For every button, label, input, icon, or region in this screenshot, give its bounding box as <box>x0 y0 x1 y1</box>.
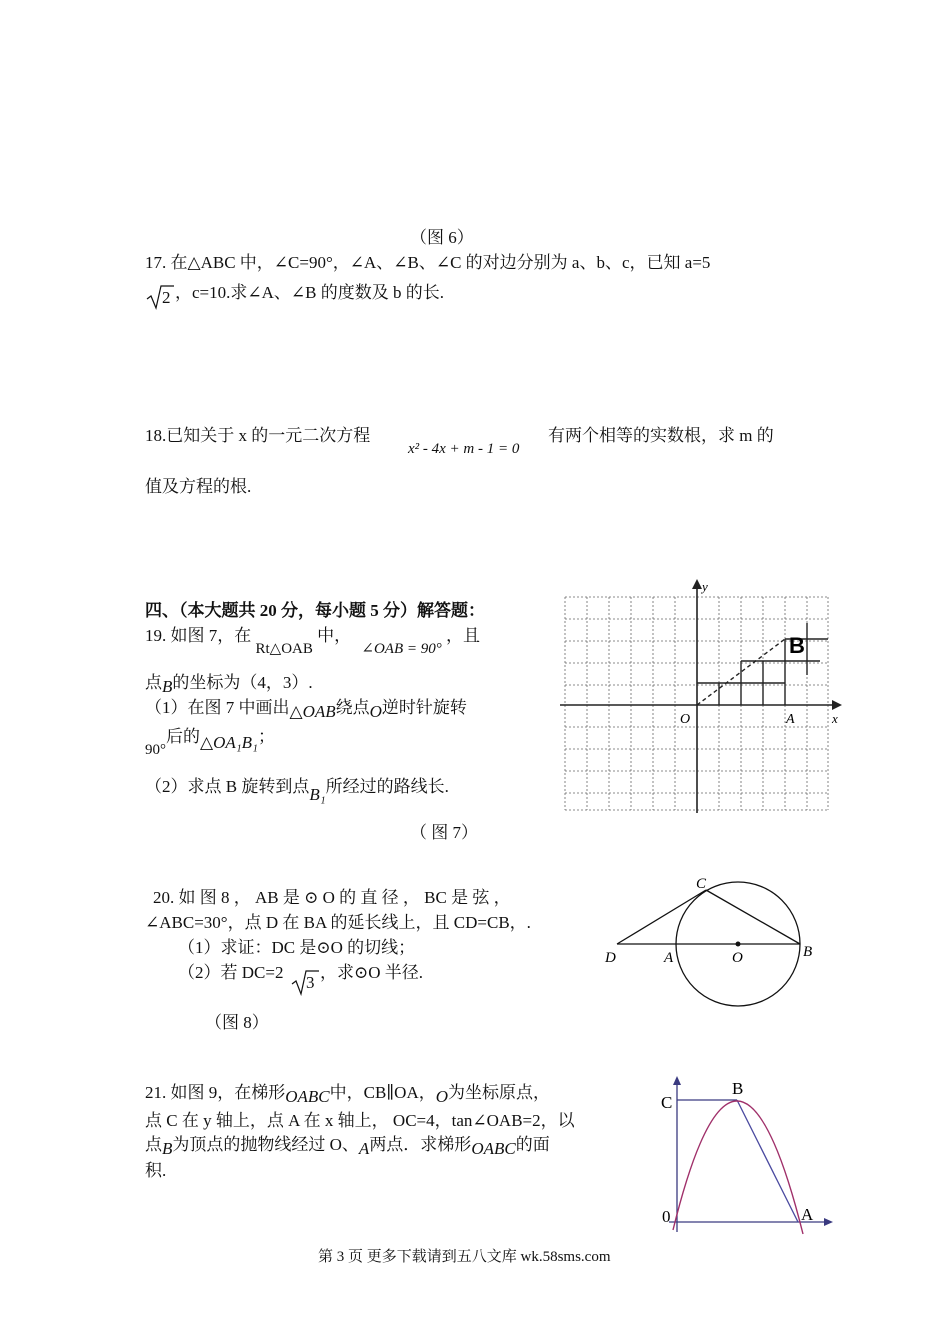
fig7-label-x: x <box>832 711 838 726</box>
q21-l3-e: 的面 <box>515 1135 550 1154</box>
q20-line3: （1）求证：DC 是⊙O 的切线； <box>178 938 416 957</box>
q18-prefix: 18.已知关于 x 的一元二次方程 <box>145 426 371 445</box>
q21-l3-oabc: OABC <box>471 1139 516 1158</box>
fig8-line-cb <box>706 890 800 944</box>
q19-line2 <box>145 672 313 694</box>
q19-l3-c: 逆时针旋转 <box>381 698 467 717</box>
q20-l4-sqrt: 3 <box>306 973 315 992</box>
q21-l3-a2: A <box>358 1139 370 1158</box>
fig9-label-b: B <box>732 1079 744 1098</box>
q21-line2: 点 C 在 y 轴上，点 A 在 x 轴上， OC=4，tan∠OAB=2，以 <box>145 1111 575 1130</box>
fig9-label-c: C <box>661 1093 673 1112</box>
q17-sqrt-value: 2 <box>162 288 171 307</box>
q21-l1-a: 21. 如图 9，在梯形 <box>145 1083 286 1102</box>
fig6-caption: （图 6） <box>410 228 474 247</box>
q21-l3-d: 两点．求梯形 <box>369 1135 472 1154</box>
q20-l4-a: （2）若 DC=2 <box>178 963 284 982</box>
section-heading: 四、（本大题共 20 分，每小题 5 分）解答题： <box>145 601 485 620</box>
q19-l1-a: 19. 如图 7，在 <box>145 626 252 645</box>
fig8-caption: （图 8） <box>205 1013 269 1032</box>
fig7-label-y: y <box>702 579 708 594</box>
fig7-label-a: A <box>786 712 795 727</box>
fig8-label-d: D <box>605 950 616 966</box>
fig7-label-o: O <box>680 712 691 727</box>
sqrt-symbol-icon <box>145 282 175 310</box>
q21-l3-c: 为顶点的抛物线经过 O、 <box>172 1135 359 1154</box>
fig8-line-dc <box>617 890 706 944</box>
q21-line1 <box>145 1082 550 1104</box>
fig8-label-c: C <box>696 876 707 892</box>
q19-l2-c: 的坐标为（4，3）. <box>172 673 313 692</box>
q19-l1-tri: Rt△OAB <box>255 641 313 657</box>
fig7-triangle <box>697 623 828 705</box>
q21-l1-oabc: OABC <box>285 1087 330 1106</box>
q19-l4-deg: 90° <box>145 742 166 758</box>
q19-l1-b: 中， <box>317 626 352 645</box>
fig7-caption: （ 图 7） <box>410 823 478 842</box>
q18-equation: x² - 4x + m - 1 = 0 <box>408 441 520 457</box>
fig9-label-a: A <box>801 1205 814 1224</box>
q20-line1: 20. 如 图 8 ， AB 是 ⊙ O 的 直 径 ， BC 是 弦 ， <box>153 888 511 907</box>
q19-l2-a: 点 <box>145 673 162 692</box>
q19-line3 <box>145 697 467 719</box>
q18-suffix: 有两个相等的实数根，求 m 的 <box>548 426 774 445</box>
q19-l3-tri: △OAB <box>289 702 336 721</box>
page-footer: 第 3 页 更多下载请到五八文库 wk.58sms.com <box>318 1249 611 1265</box>
q20-l4-b: ，求⊙O 半径. <box>320 963 424 982</box>
q21-l1-o: O <box>435 1087 449 1106</box>
q21-l3-b: B <box>162 1139 173 1158</box>
fig8-label-a: A <box>664 950 674 966</box>
q19-l3-b: 绕点 <box>335 698 370 717</box>
fig9-label-o: 0 <box>662 1207 671 1226</box>
fig8-center-dot <box>736 942 741 947</box>
q19-l4-b: ； <box>257 727 275 746</box>
q19-l5-b: B₁ <box>309 785 326 804</box>
q19-line5 <box>145 776 449 804</box>
fig9-line-ba <box>737 1100 798 1222</box>
q19-l4-a: 后的 <box>166 727 200 746</box>
q21-l3-a: 点 <box>145 1135 162 1154</box>
q19-l2-b: B <box>162 677 173 696</box>
sqrt-symbol-icon <box>290 966 320 996</box>
q21-l1-b: 中，CB∥OA， <box>329 1083 436 1102</box>
fig9-diagram <box>655 1072 840 1237</box>
q18-line2: 值及方程的根. <box>145 477 252 496</box>
fig7-diagram <box>560 575 850 815</box>
q19-l3-o: O <box>369 702 382 721</box>
q21-l1-c: 为坐标原点， <box>448 1083 551 1102</box>
q19-line1 <box>145 625 480 657</box>
fig8-label-b: B <box>803 944 813 960</box>
q19-l5-a: （2）求点 B 旋转到点 <box>145 777 310 796</box>
q19-l5-c: 所经过的路线长. <box>325 777 449 796</box>
fig8-label-o: O <box>732 950 743 966</box>
fig8-diagram <box>600 872 825 1012</box>
fig7-axes <box>560 579 842 813</box>
q21-line3 <box>145 1134 550 1156</box>
q19-l4-tri: △OA₁B₁ <box>200 733 258 752</box>
q21-line4: 积. <box>145 1161 167 1180</box>
fig7-label-b: B <box>789 633 805 658</box>
q19-l1-angle: ∠OAB = 90° <box>361 641 442 657</box>
q17-line1: 17. 在△ABC 中，∠C=90°，∠A、∠B、∠C 的对边分别为 a、b、c，已知 a=5 <box>145 253 711 272</box>
q17-line2-text: ，c=10.求∠A、∠B 的度数及 b 的长. <box>175 283 444 302</box>
fig9-parabola <box>673 1101 803 1234</box>
q19-line4 <box>145 726 275 758</box>
q20-line2: ∠ABC=30°，点 D 在 BA 的延长线上，且 CD=CB，. <box>145 913 531 932</box>
q19-l1-c: ，且 <box>446 626 480 645</box>
q19-l3-a: （1）在图 7 中画出 <box>145 698 290 717</box>
